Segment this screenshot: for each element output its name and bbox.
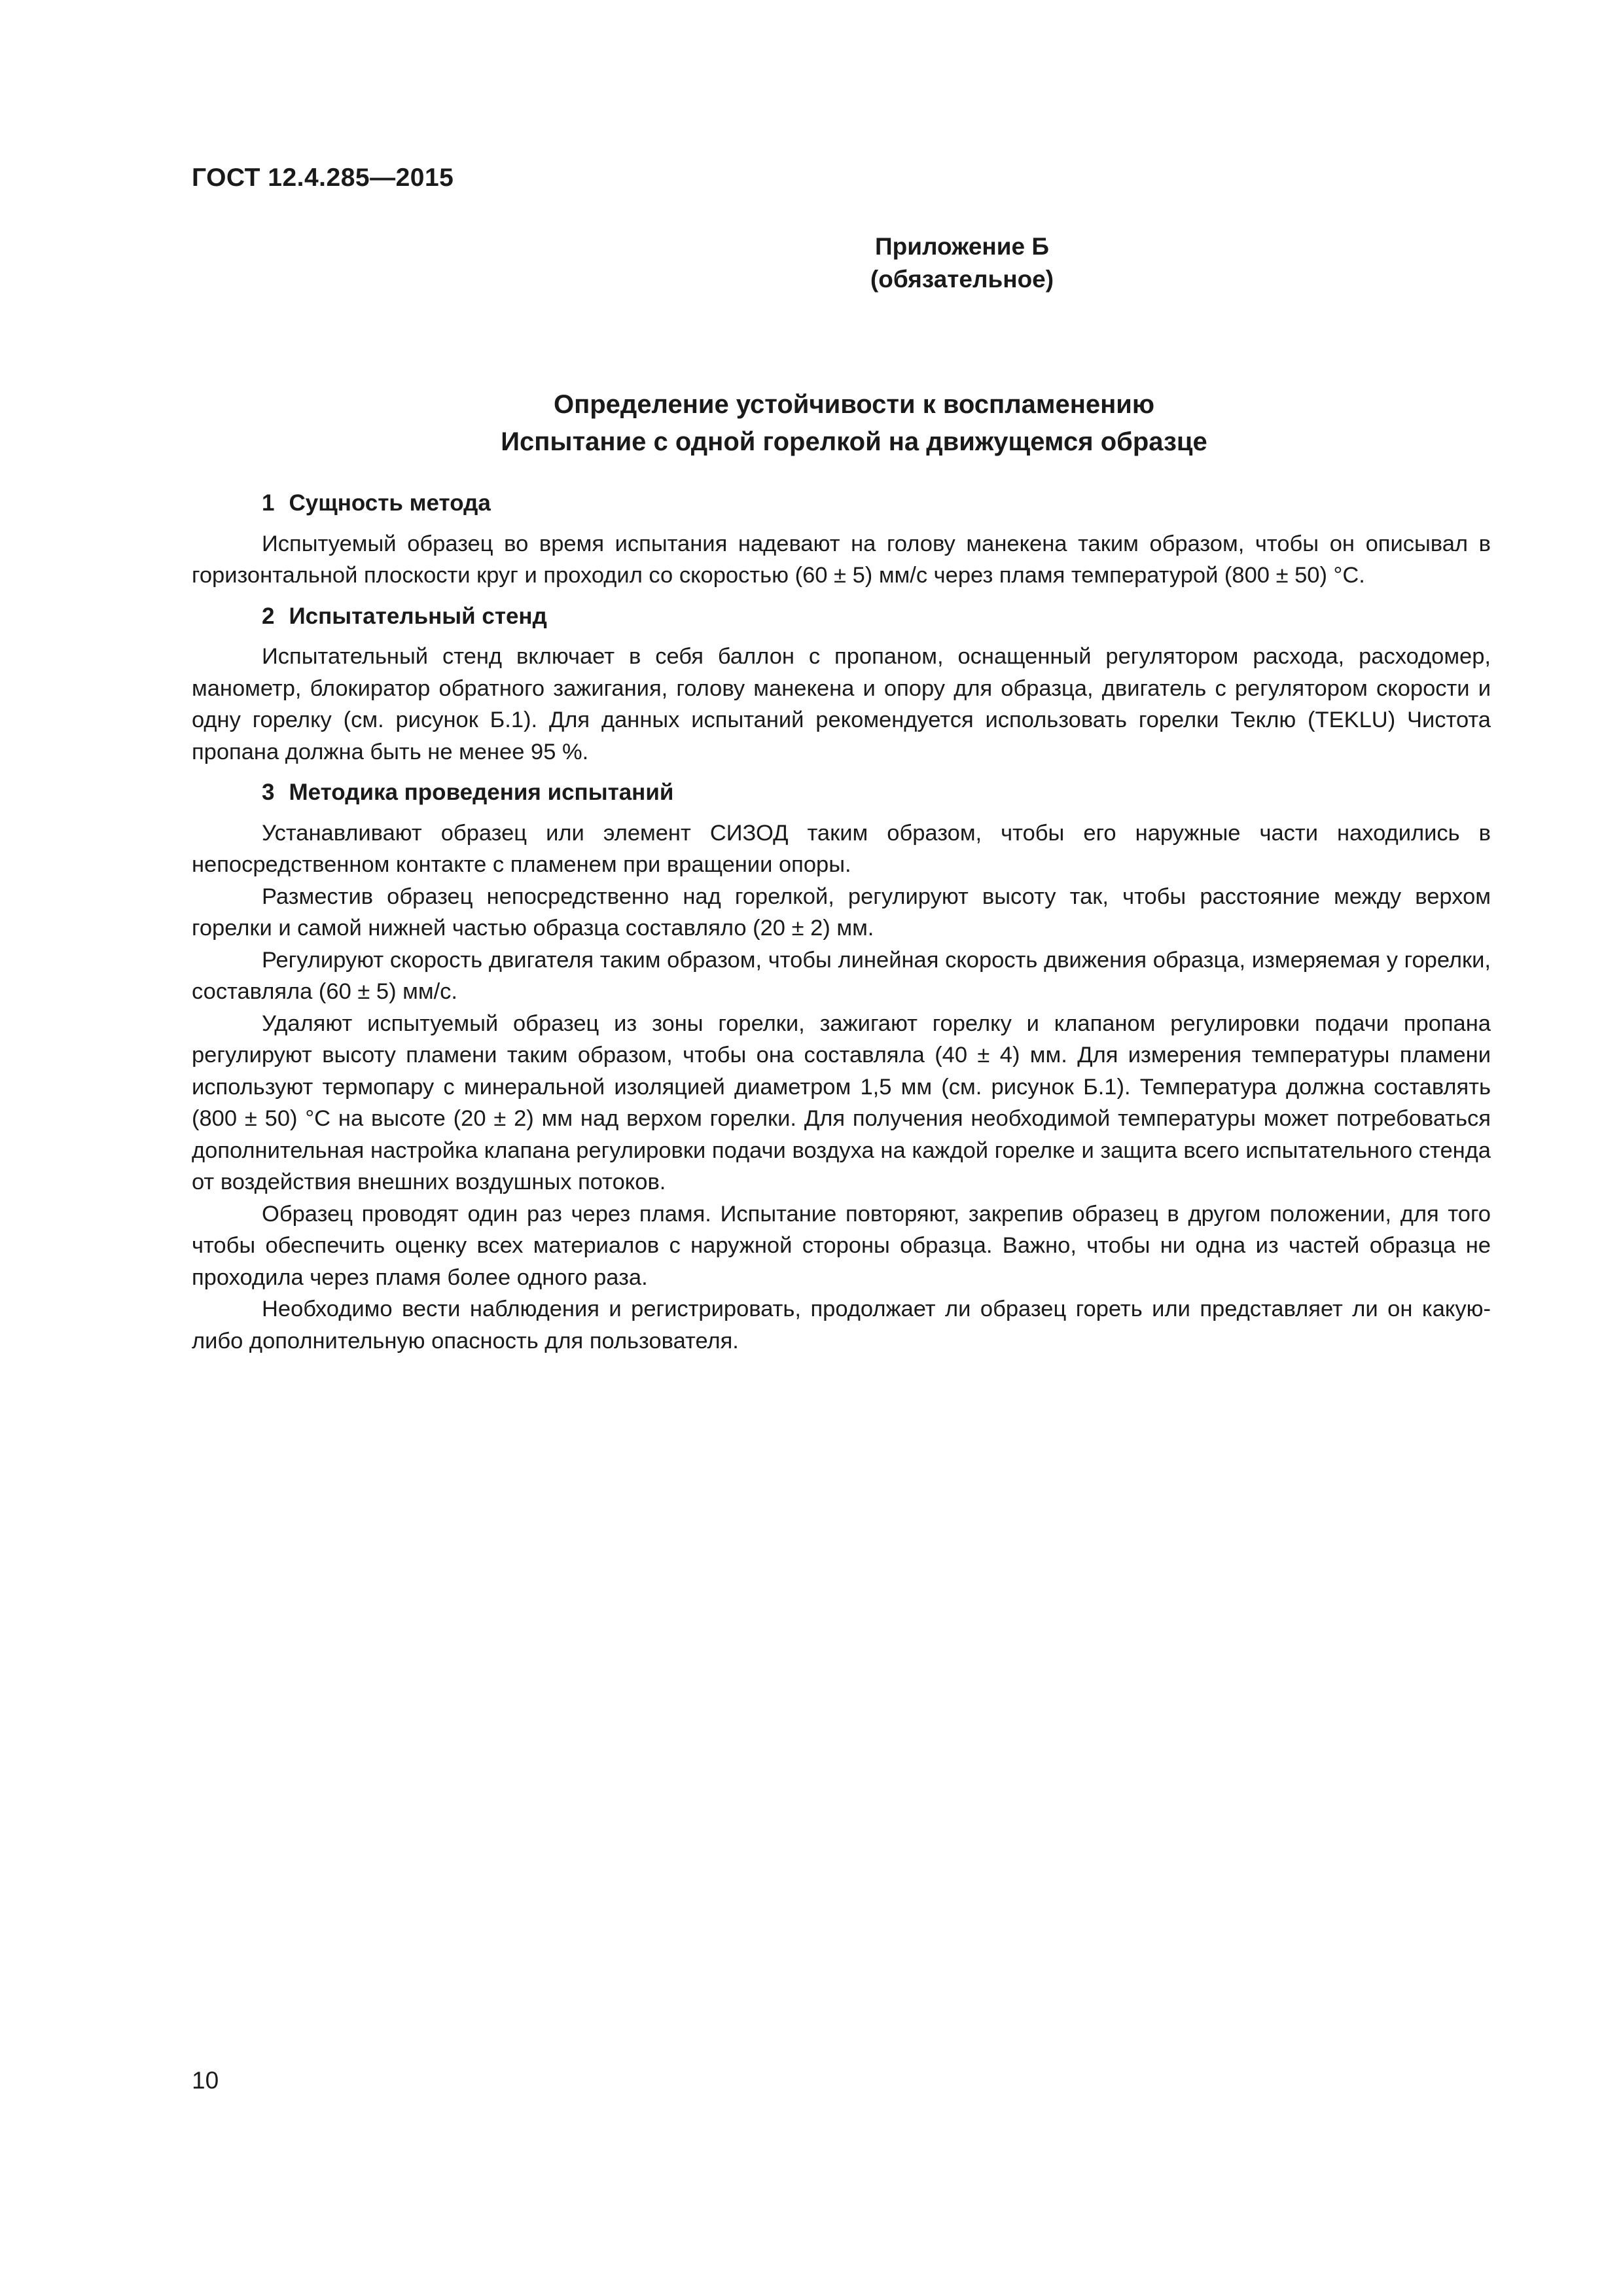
section-3 (192, 777, 1491, 1357)
section-number: 1 (262, 490, 275, 516)
paragraph: Регулируют скорость двигателя таким образом, чтобы линейная скорость движения образца, измеряемая у горелки, составляла (60 ± 5) мм/с. (192, 947, 1491, 1004)
document-title (0, 386, 1623, 461)
section-heading (192, 601, 1491, 633)
paragraph: Образец проводят один раз через пламя. Испытание повторяют, закрепив образец в другом положении, для того чтобы обеспечить оценку всех материалов с наружной стороны образца. Важно, чтобы ни одна из частей образца не проходила через пламя более одного раза. (192, 1201, 1491, 1290)
document-code: ГОСТ 12.4.285—2015 (192, 164, 454, 192)
section-1 (192, 488, 1491, 592)
section-title: Испытательный стенд (289, 603, 547, 629)
document-body (192, 488, 1491, 1357)
section-title: Методика проведения испытаний (289, 780, 674, 805)
section-number: 2 (262, 603, 275, 629)
paragraph: Испытуемый образец во время испытания надевают на голову манекена таким образом, чтобы он описывал в горизонтальной плоскости круг и проходил со скоростью (60 ± 5) мм/с через пламя температурой (800 ± 50) °С. (192, 531, 1491, 588)
section-number: 3 (262, 780, 275, 805)
paragraph: Необходимо вести наблюдения и регистрировать, продолжает ли образец гореть или представляет ли он какую-либо дополнительную опасность для пользователя. (192, 1297, 1491, 1354)
section-heading (192, 777, 1491, 809)
section-title: Сущность метода (289, 490, 491, 516)
paragraph: Удаляют испытуемый образец из зоны горелки, зажигают горелку и клапаном регулировки подачи пропана регулируют высоту пламени таким образом, чтобы она составляла (40 ± 4) мм. Для измерения температуры пламени используют термопару с минеральной изоляцией диаметром 1,5 мм (см. рисунок Б.1). Температура должна составлять (800 ± 50) °С на высоте (20 ± 2) мм над верхом горелки. Для получения необходимой температуры может потребоваться дополнительная настройка клапана регулировки подачи воздуха на каждой горелке и защита всего испытательного стенда от воздействия внешних воздушных потоков. (192, 1011, 1491, 1194)
page-number: 10 (192, 2067, 219, 2094)
section-2 (192, 601, 1491, 768)
section-heading (192, 488, 1491, 520)
paragraph: Устанавливают образец или элемент СИЗОД таким образом, чтобы его наружные части находились в непосредственном контакте с пламенем при вращении опоры. (192, 820, 1491, 877)
paragraph: Разместив образец непосредственно над горелкой, регулируют высоту так, чтобы расстояние между верхом горелки и самой нижней частью образца составляло (20 ± 2) мм. (192, 884, 1491, 941)
document-title-line-1: Определение устойчивости к воспламенению (553, 390, 1155, 419)
paragraph: Испытательный стенд включает в себя баллон с пропаном, оснащенный регулятором расхода, расходомер, манометр, блокиратор обратного зажигания, голову манекена и опору для образца, двигатель с регулятором скорости и одну горелку (см. рисунок Б.1). Для данных испытаний рекомендуется использовать горелки Теклю (TEKLU) Чистота пропана должна быть не менее 95 %. (192, 644, 1491, 764)
appendix-header (0, 230, 1623, 296)
appendix-status: (обязательное) (870, 266, 1054, 293)
appendix-title: Приложение Б (875, 233, 1049, 260)
document-title-line-2: Испытание с одной горелкой на движущемся образце (501, 427, 1207, 456)
